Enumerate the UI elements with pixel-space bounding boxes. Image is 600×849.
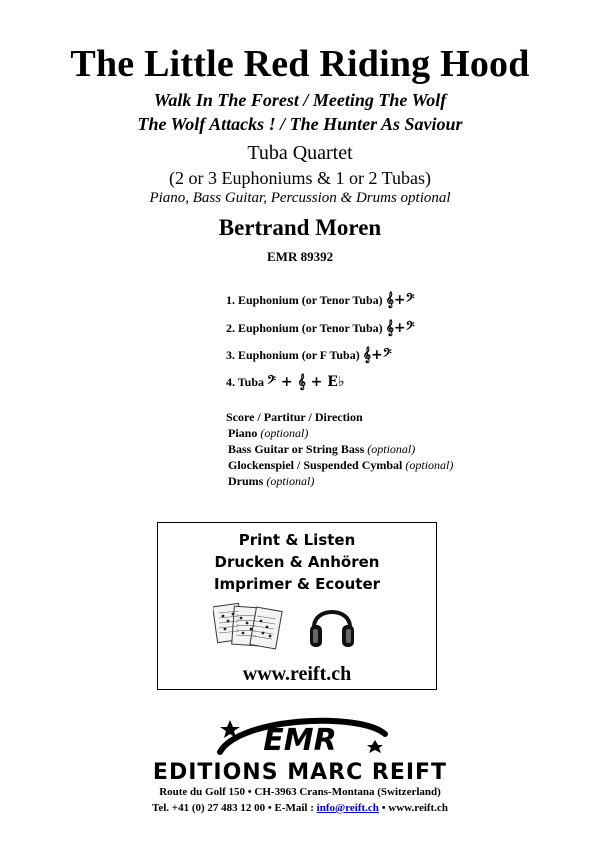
promo-line-3: Imprimer & Ecouter: [213, 575, 381, 593]
part-3: [226, 345, 392, 365]
optional-instruments: Piano, Bass Guitar, Percussion & Drums optional: [149, 190, 451, 206]
part-label: 1. Euphonium (or Tenor Tuba): [226, 292, 383, 307]
material-item: [228, 474, 314, 489]
material-name: Drums: [228, 474, 264, 488]
part-4: [226, 372, 345, 392]
page-title: The Little Red Riding Hood: [70, 43, 530, 85]
headphones-icon: [308, 597, 356, 653]
contact-suffix: • www.reift.ch: [378, 802, 448, 814]
promo-website-link[interactable]: www.reift.ch: [242, 663, 352, 685]
sheet-music-icon: [213, 601, 283, 653]
email-link[interactable]: info@reift.ch: [316, 802, 379, 814]
movements-line-1: Walk In The Forest / Meeting The Wolf: [153, 90, 447, 110]
material-note: (optional): [367, 442, 416, 456]
logo-text: EMR: [263, 723, 337, 758]
ensemble: Tuba Quartet: [247, 142, 353, 164]
material-name: Bass Guitar or String Bass: [228, 442, 365, 456]
clef-icon: 𝄞+𝄢: [362, 347, 392, 363]
print-listen-box: [157, 522, 437, 690]
material-item: [228, 426, 308, 441]
movements-line-2: The Wolf Attacks ! / The Hunter As Saviour: [137, 114, 463, 134]
contact-prefix: Tel. +41 (0) 27 483 12 00 • E-Mail :: [152, 802, 317, 814]
material-note: (optional): [260, 426, 309, 440]
score-label: Score / Partitur / Direction: [226, 410, 363, 424]
composer: Bertrand Moren: [218, 215, 382, 240]
material-name: Piano: [228, 426, 258, 440]
material-item: [228, 458, 453, 473]
promo-line-1: Print & Listen: [238, 531, 356, 549]
part-label: 3. Euphonium (or F Tuba): [226, 347, 360, 362]
material-item: [228, 442, 415, 457]
material-name: Glockenspiel / Suspended Cymbal: [228, 458, 403, 472]
clef-icon: 𝄢 + 𝄞 + E♭: [267, 374, 345, 390]
material-note: (optional): [405, 458, 454, 472]
part-label: 4. Tuba: [226, 374, 265, 389]
part-1: [226, 290, 415, 310]
clef-icon: 𝄞+𝄢: [385, 320, 415, 336]
catalog-number: EMR 89392: [267, 249, 334, 264]
material-note: (optional): [266, 474, 315, 488]
part-label: 2. Euphonium (or Tenor Tuba): [226, 320, 383, 335]
clef-icon: 𝄞+𝄢: [385, 292, 415, 308]
ensemble-detail: (2 or 3 Euphoniums & 1 or 2 Tubas): [168, 168, 431, 188]
publisher-name: EDITIONS MARC REIFT: [152, 760, 448, 785]
emr-logo: [200, 712, 400, 760]
publisher-address: Route du Golf 150 • CH-3963 Crans-Montana (Switzerland): [159, 786, 441, 798]
part-2: [226, 318, 415, 338]
publisher-contact: [0, 802, 600, 814]
promo-line-2: Drucken & Anhören: [214, 553, 380, 571]
